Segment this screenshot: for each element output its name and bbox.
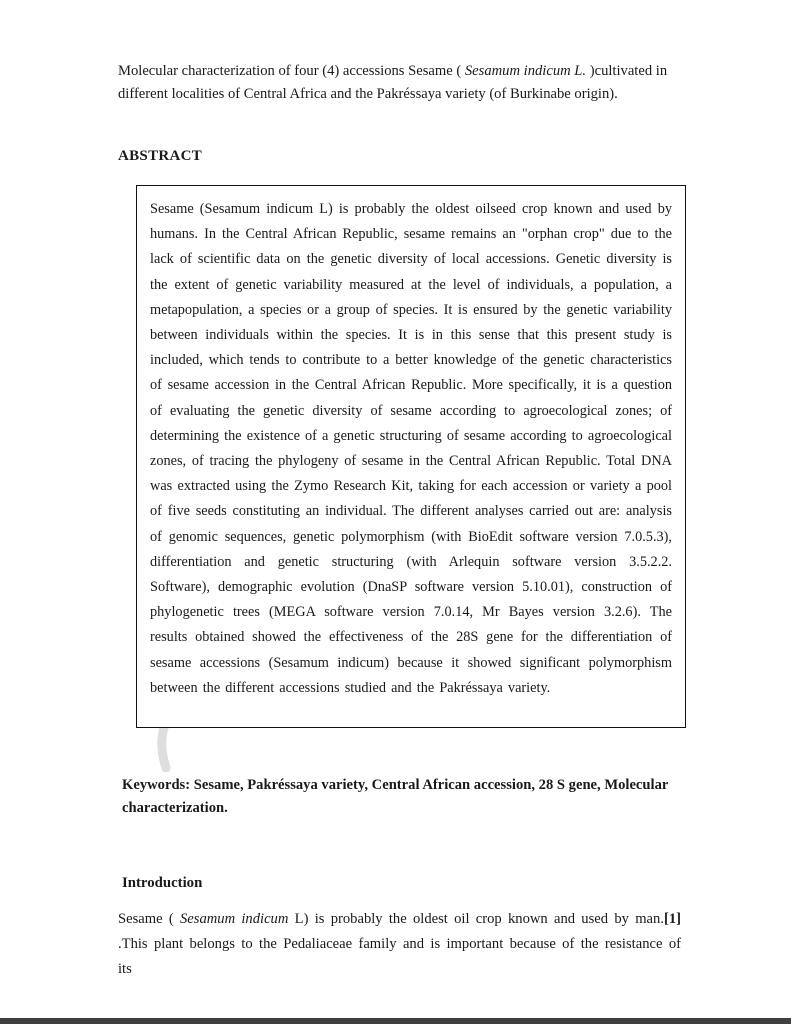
abstract-heading: ABSTRACT xyxy=(118,148,203,164)
abstract-text: Sesame (Sesamum indicum L) is probably the oldest oilseed crop known and used by humans. In the Central African Republic, sesame remains an "orphan crop" due to the lack of scientific data on the genetic diversity of local accessions. Genetic diversity is the extent of genetic variability measured at the level of individuals, a population, a metapopulation, a species or a group of species. It is ensured by the genetic variability between individuals within the species. It is in this sense that this present study is included, which tends to contribute to a better knowledge of the genetic characteristics of sesame accession in the Central African Republic. More specifically, it is a question of evaluating the genetic diversity of sesame according to agroecological zones; of determining the existence of a genetic structuring of sesame according to agroecological zones, of tracing the phylogeny of sesame in the Central African Republic. Total DNA was extracted using the Zymo Research Kit, taking for each accession or variety a pool of five seeds constituting an individual. The different analyses carried out are: analysis of genomic sequences, genetic polymorphism (with BioEdit software version 7.0.5.3), differentiation and genetic structuring (with Arlequin software version 3.5.2.2. Software), demographic evolution (DnaSP software version 5.10.01), construction of phylogenetic trees (MEGA software version 7.0.14, Mr Bayes version 3.2.6). The results obtained showed the effectiveness of the 28S gene for the differentiation of sesame accessions (Sesamum indicum) because it showed significant polymorphism between the different accessions studied and the Pakréssaya variety. xyxy=(150,201,672,696)
intro-citation: [1] xyxy=(663,911,681,928)
paper-title xyxy=(118,60,679,106)
title-species-italic: Sesamum indicum L. xyxy=(464,63,587,79)
title-text-1: Molecular characterization of four (4) accessions Sesame ( xyxy=(118,63,465,79)
abstract-box xyxy=(136,185,686,728)
intro-text-3: .This plant belongs to the Pedaliaceae family and is important because of the resistance of its xyxy=(118,936,681,978)
title-text-2: )cultivated in different localities of Central Africa and the Pakréssaya variety (of Burkinabe origin). xyxy=(118,63,668,102)
intro-text-1: Sesame ( xyxy=(118,911,180,928)
intro-text-2: L) is probably the oldest oil crop known and used by man. xyxy=(288,911,664,928)
page-bottom-bar xyxy=(0,1018,791,1024)
keywords: Keywords: Sesame, Pakréssaya variety, Central African accession, 28 S gene, Molecular characterization. xyxy=(122,777,669,817)
introduction-heading: Introduction xyxy=(122,875,203,892)
introduction-paragraph xyxy=(118,907,681,982)
intro-species-italic: Sesamum indicum xyxy=(179,911,289,928)
